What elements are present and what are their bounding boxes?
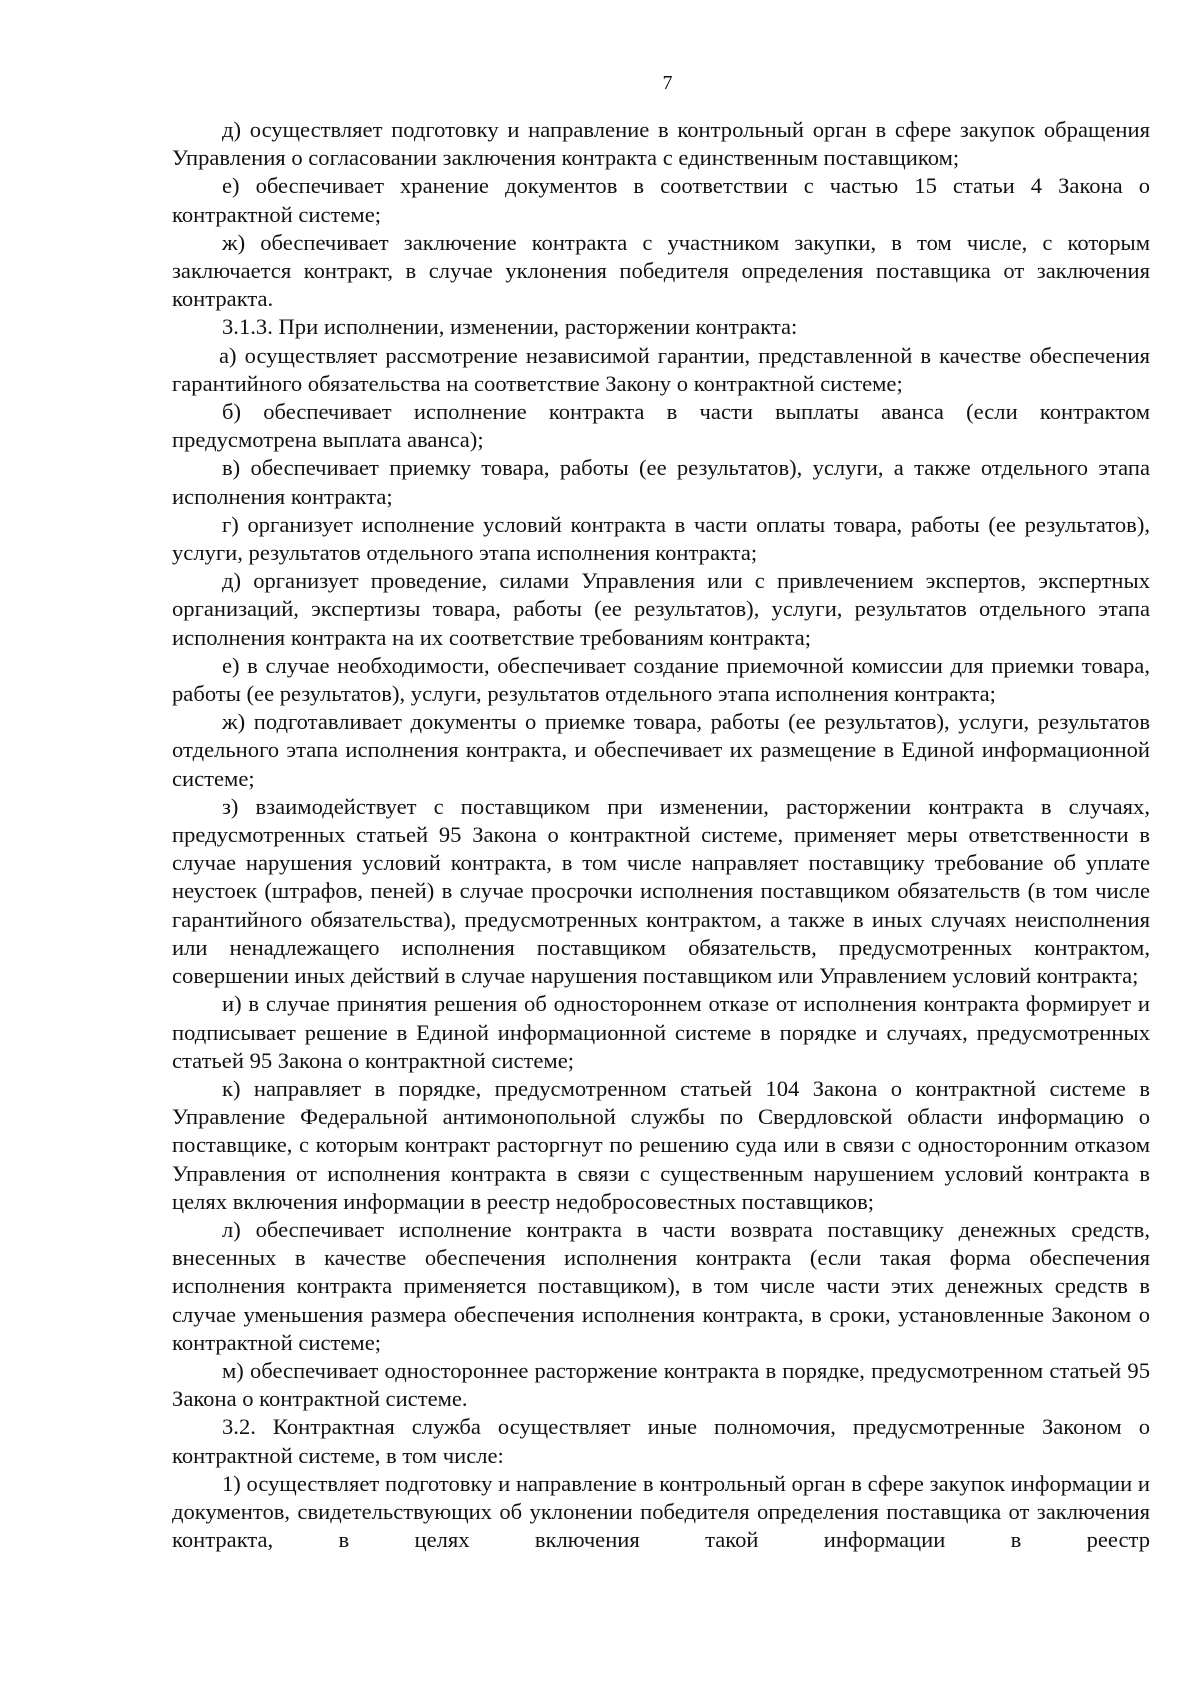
paragraph-3-1-3-g: г) организует исполнение условий контракта в части оплаты товара, работы (ее результатов), услуги, результатов отдельного этапа исполнения контракта; xyxy=(172,511,1150,566)
paragraph-3-1-2-zh: ж) обеспечивает заключение контракта с участником закупки, в том числе, с которым заключается контракт, в случае уклонения победителя определения поставщика от заключения контракта. xyxy=(172,229,1150,312)
paragraph-3-1-3-a: а) осуществляет рассмотрение независимой гарантии, представленной в качестве обеспечения гарантийного обязательства на соответствие Закону о контрактной системе; xyxy=(172,342,1150,396)
paragraph-3-1-2-d: д) осуществляет подготовку и направление в контрольный орган в сфере закупок обращения Управления о согласовании заключения контракта с единственным поставщиком; xyxy=(172,117,1150,171)
section-3-2-heading: 3.2. Контрактная служба осуществляет иные полномочия, предусмотренные Законом о контрактной системе, в том числе: xyxy=(172,1414,1150,1468)
paragraph-3-1-3-d: д) организует проведение, силами Управления или с привлечением экспертов, экспертных организаций, экспертизы товара, работы (ее результатов), услуги, результатов отдельного этапа исполнения контракта на их соответствие требованиям контракта; xyxy=(172,568,1150,650)
paragraph-3-1-3-l: л) обеспечивает исполнение контракта в части возврата поставщику денежных средств, внесенных в качестве обеспечения исполнения контракта (если такая форма обеспечения исполнения контракта применяется поставщиком), в том числе части этих денежных средств в случае уменьшения размера обеспечения исполнения контракта, в сроки, установленные Законом о контрактной системе; xyxy=(172,1216,1150,1355)
paragraph-3-1-3-v: в) обеспечивает приемку товара, работы (ее результатов), услуги, а также отдельного этапа исполнения контракта; xyxy=(172,455,1150,509)
paragraph-3-1-3-b: б) обеспечивает исполнение контракта в части выплаты аванса (если контрактом предусмотрена выплата аванса); xyxy=(172,399,1150,453)
paragraph-3-1-3-z: з) взаимодействует с поставщиком при изменении, расторжении контракта в случаях, предусмотренных статьей 95 Закона о контрактной системе, применяет меры ответственности в случае нарушения условий контракта, в том числе направляет поставщику требование об уплате неустоек (штрафов, пеней) в случае просрочки исполнения поставщиком обязательств (в том числе гарантийного обязательства), предусмотренных контрактом, а также в иных случаях неисполнения или ненадлежащего исполнения поставщиком обязательств, предусмотренных контрактом, совершении иных действий в случае нарушения поставщиком или Управлением условий контракта; xyxy=(172,793,1150,989)
section-3-1-3-heading: 3.1.3. При исполнении, изменении, расторжении контракта: xyxy=(222,314,798,340)
paragraph-3-1-3-m: м) обеспечивает одностороннее расторжение контракта в порядке, предусмотренном статьей 95 Закона о контрактной системе. xyxy=(172,1357,1150,1412)
paragraph-3-1-2-e: е) обеспечивает хранение документов в соответствии с частью 15 статьи 4 Закона о контрактной системе; xyxy=(172,173,1150,227)
paragraph-3-1-3-e: е) в случае необходимости, обеспечивает создание приемочной комиссии для приемки товара, работы (ее результатов), услуги, результатов отдельного этапа исполнения контракта; xyxy=(172,652,1150,707)
paragraph-3-1-3-zh: ж) подготавливает документы о приемке товара, работы (ее результатов), услуги, результатов отдельного этапа исполнения контракта, и обеспечивает их размещение в Единой информационной системе; xyxy=(172,709,1150,791)
paragraph-3-2-1: 1) осуществляет подготовку и направление в контрольный орган в сфере закупок информации и документов, свидетельствующих об уклонении победителя определения поставщика от заключения контракта, в целях включения такой информации в реестр xyxy=(172,1470,1150,1553)
paragraph-3-1-3-k: к) направляет в порядке, предусмотренном статьей 104 Закона о контрактной системе в Управление Федеральной антимонопольной службы по Свердловской области информацию о поставщике, с которым контракт расторгнут по решению суда или в связи с односторонним отказом Управления от исполнения контракта в связи с существенным нарушением условий контракта в целях включения информации в реестр недобросовестных поставщиков; xyxy=(172,1075,1150,1214)
page-number: 7 xyxy=(662,72,673,94)
paragraph-3-1-3-i: и) в случае принятия решения об одностороннем отказе от исполнения контракта формирует и подписывает решение в Единой информационной системе в порядке и случаях, предусмотренных статьей 95 Закона о контрактной системе; xyxy=(172,991,1150,1073)
document-body xyxy=(172,116,1150,1554)
